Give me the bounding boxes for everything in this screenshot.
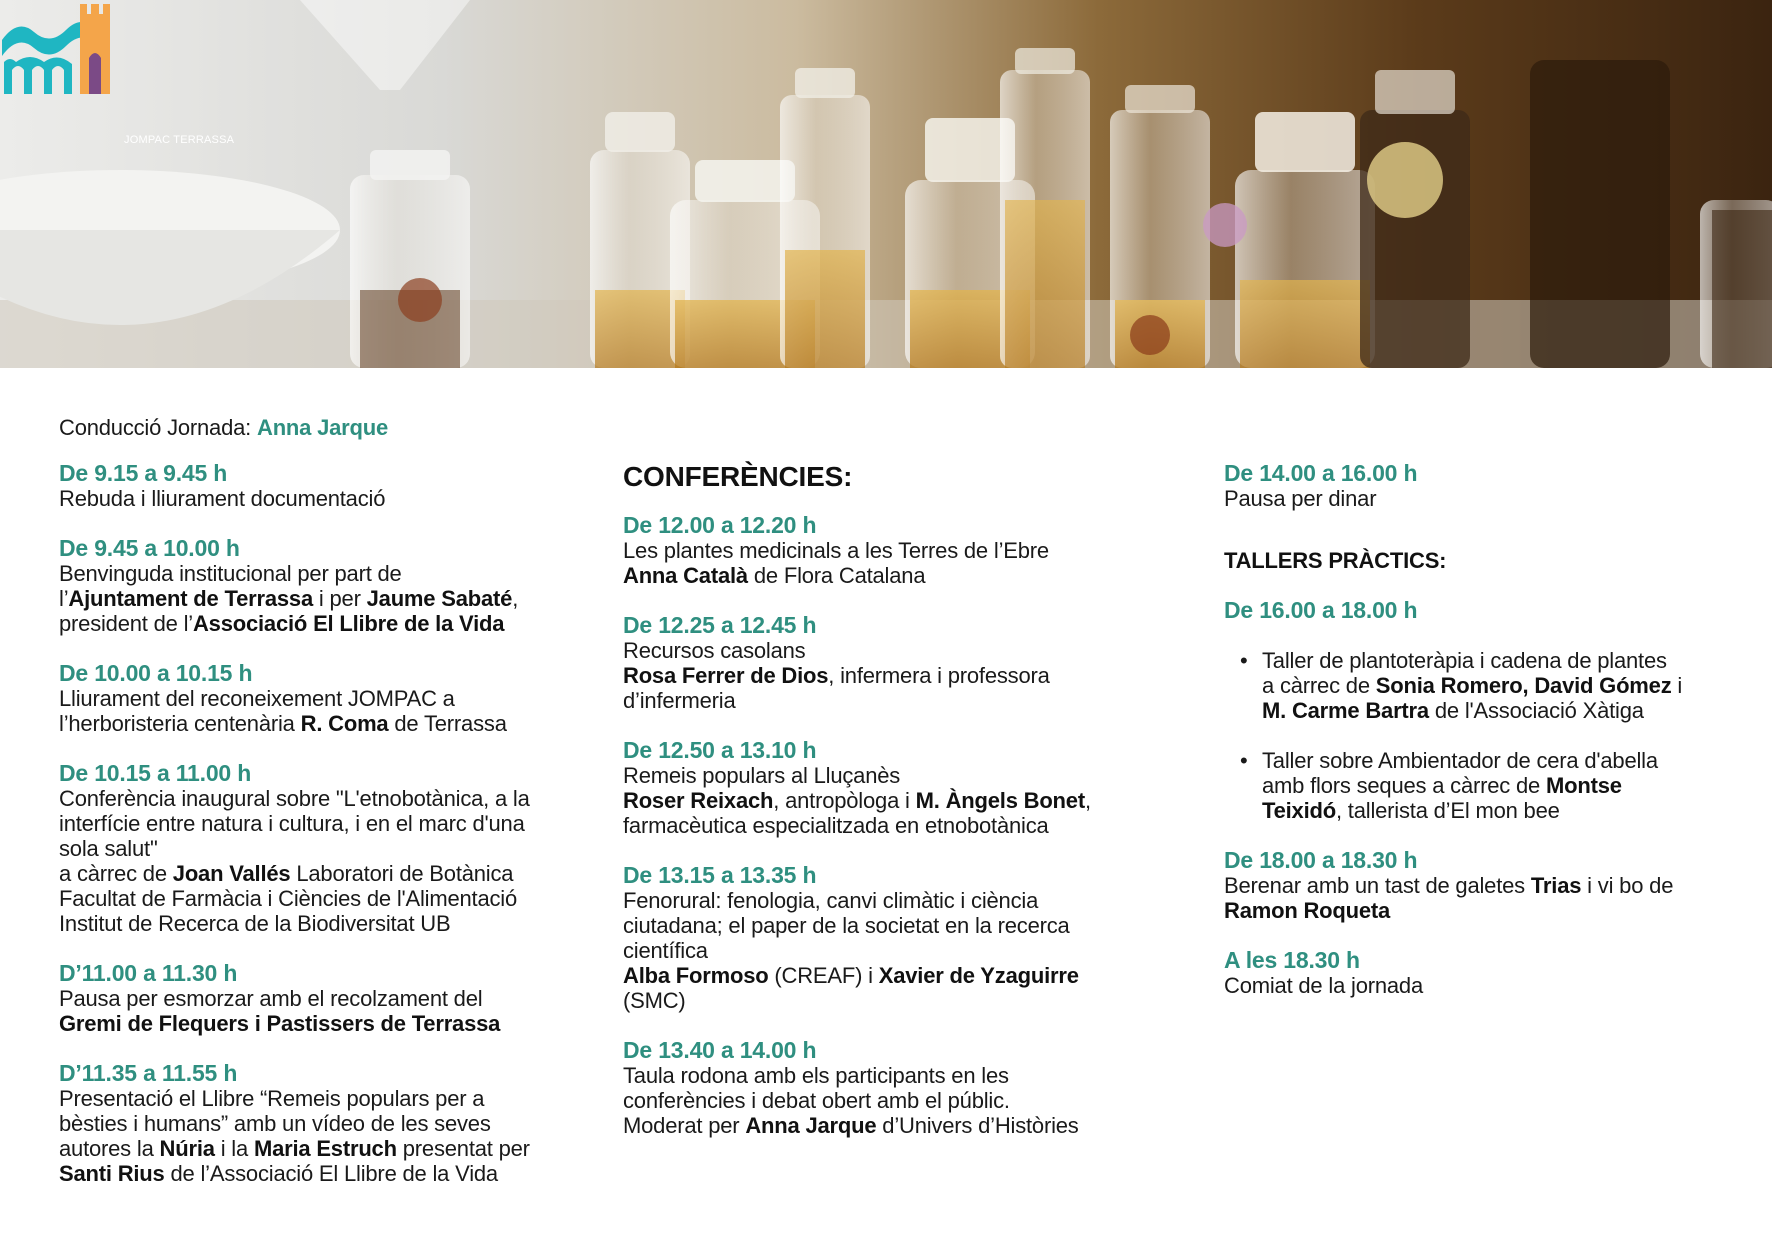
item-text: Presentació el Llibre “Remeis populars per a (59, 1086, 485, 1111)
item-text: autores la Núria i la Maria Estruch presentat per (59, 1136, 530, 1161)
schedule-item (59, 461, 559, 511)
item-text: Fenorural: fenologia, canvi climàtic i ciència (623, 888, 1039, 913)
schedule-item (59, 961, 559, 1036)
schedule-item (623, 513, 1143, 588)
logo-caption: JOMPAC TERRASSA (124, 134, 235, 146)
time-slot: De 14.00 a 16.00 h (1224, 460, 1418, 486)
item-text: president de l’Associació El Llibre de la Vida (59, 611, 505, 636)
program-column-morning (59, 415, 559, 1186)
item-text: Alba Formoso (CREAF) i Xavier de Yzaguirre (SMC) (623, 963, 1079, 1013)
schedule-item (1224, 461, 1744, 511)
item-text: bèsties i humans” amb un vídeo de les seves (59, 1111, 491, 1136)
item-text: Institut de Recerca de la Biodiversitat UB (59, 911, 451, 936)
item-text: Les plantes medicinals a les Terres de l’Ebre (623, 538, 1049, 563)
schedule-item (59, 761, 559, 936)
item-text: l’herboristeria centenària R. Coma de Terrassa (59, 711, 507, 736)
schedule-item (623, 738, 1143, 838)
item-text: Rebuda i lliurament documentació (59, 486, 386, 511)
item-text: Recursos casolans (623, 638, 806, 663)
section-heading: CONFERÈNCIES: (623, 461, 853, 492)
list-item (1262, 748, 1744, 823)
time-slot: D’11.35 a 11.55 h (59, 1060, 238, 1086)
jompac-logo (0, 0, 118, 112)
workshop-list (1224, 648, 1744, 823)
item-text: Pausa per esmorzar amb el recolzament del (59, 986, 483, 1011)
item-text: conferències i debat obert amb el públic. (623, 1088, 1010, 1113)
item-text: científica (623, 938, 708, 963)
schedule-item (623, 613, 1143, 713)
schedule-item (59, 1061, 559, 1186)
program-column-afternoon (1224, 461, 1744, 998)
item-text: sola salut" (59, 836, 158, 861)
host-line (59, 415, 559, 440)
item-text: Santi Rius de l’Associació El Llibre de la Vida (59, 1161, 498, 1186)
item-text: • Taller de plantoteràpia i cadena de plantes (1262, 648, 1667, 673)
time-slot: A les 18.30 h (1224, 947, 1360, 973)
item-text: Comiat de la jornada (1224, 973, 1424, 998)
list-item (1262, 648, 1744, 723)
time-slot: D’11.00 a 11.30 h (59, 960, 238, 986)
glass-bottles-illustration (0, 0, 1772, 368)
time-slot: De 16.00 a 18.00 h (1224, 597, 1418, 623)
item-text: Gremi de Flequers i Pastissers de Terrassa (59, 1011, 501, 1036)
item-text: Lliurament del reconeixement JOMPAC a (59, 686, 455, 711)
time-slot: De 10.00 a 10.15 h (59, 660, 253, 686)
item-text: Remeis populars al Lluçanès (623, 763, 901, 788)
item-text: Benvinguda institucional per part de (59, 561, 402, 586)
schedule-item (1224, 948, 1744, 998)
time-slot: De 9.45 a 10.00 h (59, 535, 240, 561)
item-text: Anna Català de Flora Catalana (623, 563, 926, 588)
item-text: Roser Reixach, antropòloga i M. Àngels Bonet, (623, 788, 1091, 813)
item-text: a càrrec de Joan Vallés Laboratori de Botànica (59, 861, 514, 886)
item-text: Rosa Ferrer de Dios, infermera i professora (623, 663, 1050, 688)
time-slot: De 12.00 a 12.20 h (623, 512, 817, 538)
item-text: Berenar amb un tast de galetes Trias i vi bo de (1224, 873, 1674, 898)
host-name: Anna Jarque (257, 415, 389, 440)
time-slot: De 18.00 a 18.30 h (1224, 847, 1418, 873)
item-text: Conferència inaugural sobre "L'etnobotànica, a la (59, 786, 530, 811)
schedule-item (59, 536, 559, 636)
item-text: Taula rodona amb els participants en les (623, 1063, 1009, 1088)
header-photo (0, 0, 1772, 368)
time-slot: De 9.15 a 9.45 h (59, 460, 228, 486)
schedule-item (1224, 598, 1744, 823)
time-slot: De 10.15 a 11.00 h (59, 760, 252, 786)
host-label: Conducció Jornada: (59, 415, 257, 440)
item-text: amb flors seques a càrrec de Montse (1262, 773, 1622, 798)
item-text: Facultat de Farmàcia i Ciències de l'Alimentació (59, 886, 518, 911)
item-text: l’Ajuntament de Terrassa i per Jaume Sabaté, (59, 586, 519, 611)
program-column-conferences (623, 461, 1143, 1138)
item-text: Moderat per Anna Jarque d’Univers d’Històries (623, 1113, 1079, 1138)
time-slot: De 12.25 a 12.45 h (623, 612, 817, 638)
time-slot: De 13.40 a 14.00 h (623, 1037, 817, 1063)
schedule-item (623, 1038, 1143, 1138)
item-text: Ramon Roqueta (1224, 898, 1391, 923)
time-slot: De 12.50 a 13.10 h (623, 737, 817, 763)
item-text: Pausa per dinar (1224, 486, 1377, 511)
item-text: M. Carme Bartra de l'Associació Xàtiga (1262, 698, 1644, 723)
item-text: Teixidó, tallerista d’El mon bee (1262, 798, 1560, 823)
item-text: d’infermeria (623, 688, 736, 713)
schedule-item (623, 863, 1143, 1013)
schedule-item (1224, 848, 1744, 923)
item-text: ciutadana; el paper de la societat en la recerca (623, 913, 1070, 938)
item-text: • Taller sobre Ambientador de cera d'abella (1262, 748, 1658, 773)
item-text: a càrrec de Sonia Romero, David Gómez i (1262, 673, 1683, 698)
section-heading: TALLERS PRÀCTICS: (1224, 548, 1447, 573)
schedule-item (59, 661, 559, 736)
item-text: interfície entre natura i cultura, i en el marc d'una (59, 811, 525, 836)
item-text: farmacèutica especialitzada en etnobotànica (623, 813, 1049, 838)
time-slot: De 13.15 a 13.35 h (623, 862, 817, 888)
